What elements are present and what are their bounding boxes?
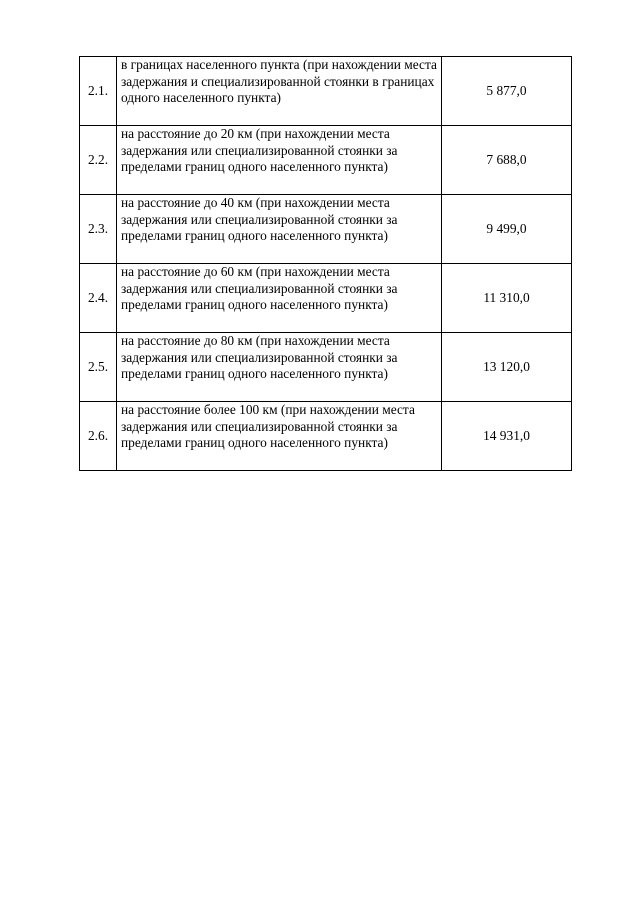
row-number: 2.3. [80, 195, 117, 264]
row-value: 7 688,0 [442, 126, 572, 195]
row-description: на расстояние до 60 км (при нахождении места задержания или специализированной стоянки за пределами границ одного населенного пункта) [117, 264, 442, 333]
row-description: на расстояние до 20 км (при нахождении места задержания или специализированной стоянки за пределами границ одного населенного пункта) [117, 126, 442, 195]
row-value: 13 120,0 [442, 333, 572, 402]
row-description: на расстояние более 100 км (при нахождении места задержания или специализированной стоянки за пределами границ одного населенного пункта) [117, 402, 442, 471]
table-row [80, 126, 572, 195]
table-row [80, 333, 572, 402]
row-number: 2.2. [80, 126, 117, 195]
row-description: на расстояние до 80 км (при нахождении места задержания или специализированной стоянки за пределами границ одного населенного пункта) [117, 333, 442, 402]
row-value: 11 310,0 [442, 264, 572, 333]
row-description: в границах населенного пункта (при нахождении места задержания и специализированной стоянки в границах одного населенного пункта) [117, 57, 442, 126]
row-number: 2.6. [80, 402, 117, 471]
tariff-table [79, 56, 572, 471]
table-row [80, 264, 572, 333]
table-row [80, 402, 572, 471]
table-row [80, 195, 572, 264]
row-value: 14 931,0 [442, 402, 572, 471]
row-number: 2.4. [80, 264, 117, 333]
row-number: 2.5. [80, 333, 117, 402]
row-description: на расстояние до 40 км (при нахождении места задержания или специализированной стоянки за пределами границ одного населенного пункта) [117, 195, 442, 264]
row-value: 9 499,0 [442, 195, 572, 264]
row-value: 5 877,0 [442, 57, 572, 126]
row-number: 2.1. [80, 57, 117, 126]
table-row [80, 57, 572, 126]
